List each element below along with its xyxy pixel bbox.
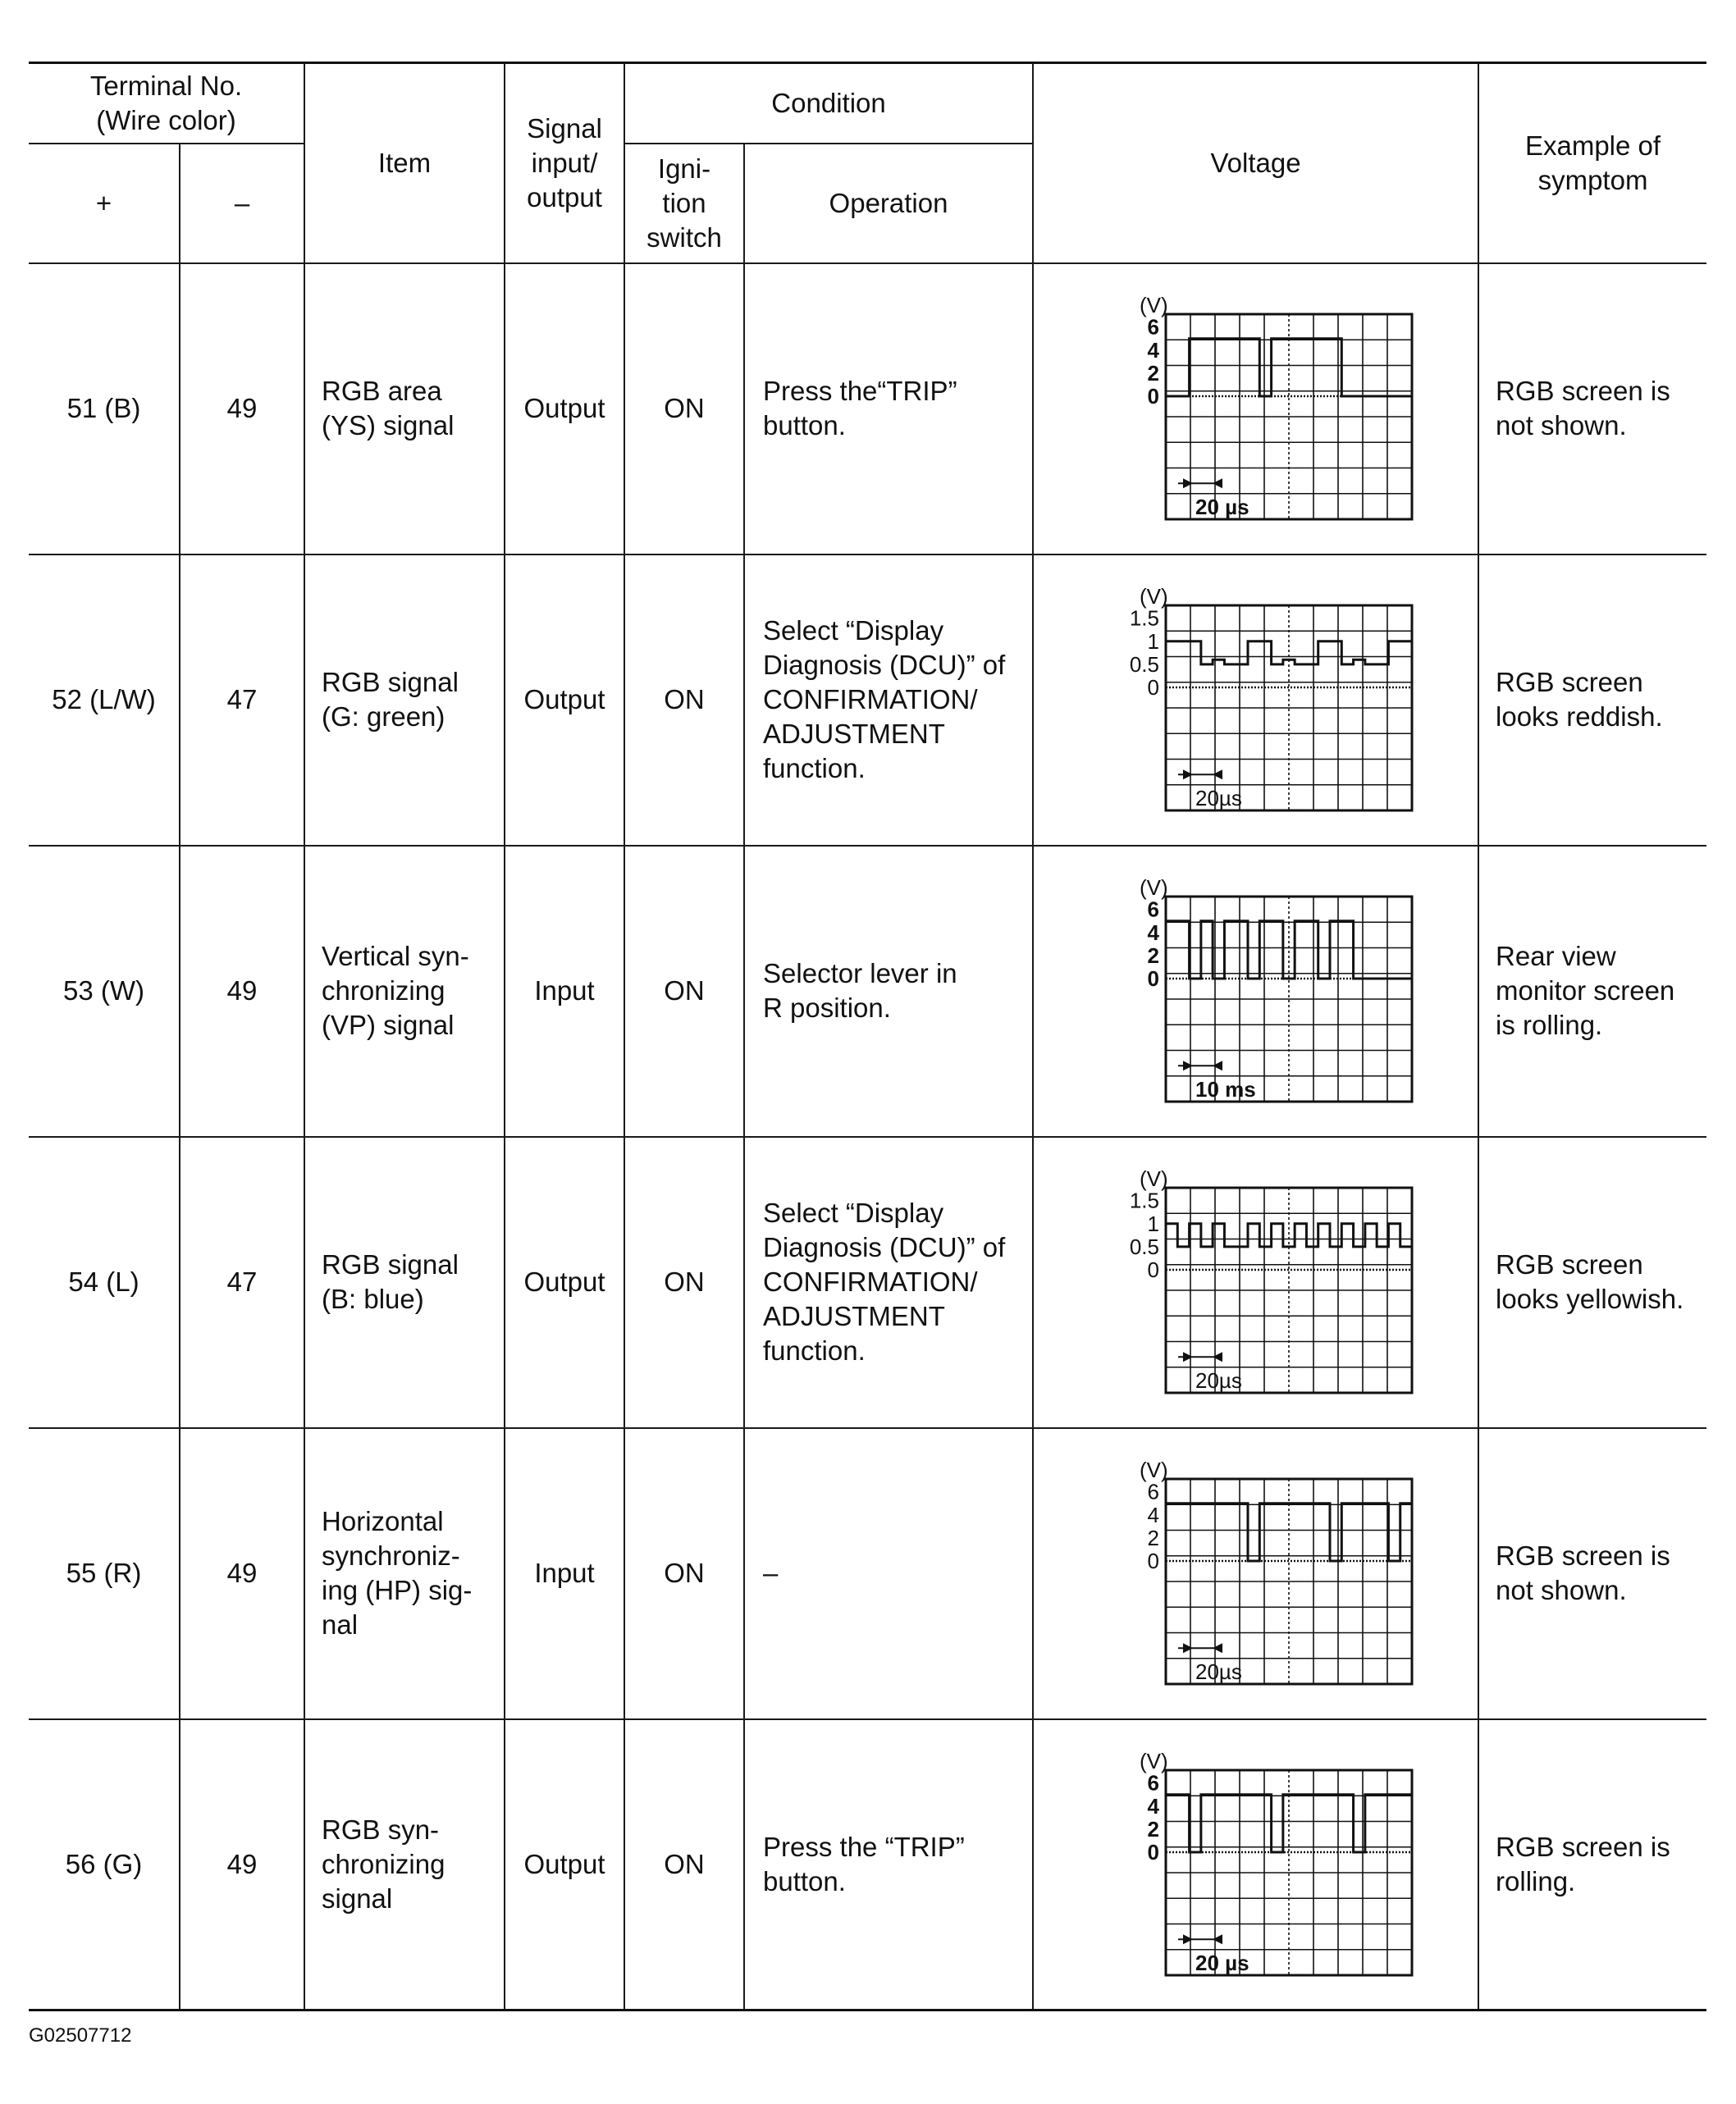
voltage-waveform <box>1033 555 1478 846</box>
y-unit-label: (V) <box>1139 1166 1168 1191</box>
header-operation: Operation <box>744 144 1033 263</box>
y-tick-label: 4 <box>1147 337 1159 363</box>
time-scale-arrowhead <box>1213 1061 1222 1070</box>
table-row <box>29 263 1706 555</box>
table-row <box>29 1137 1706 1428</box>
header-voltage: Voltage <box>1033 63 1478 263</box>
terminal-signal-table <box>29 62 1706 2011</box>
ignition-state: ON <box>624 1428 744 1719</box>
terminal-plus: 51 (B) <box>29 263 180 555</box>
ignition-state: ON <box>624 1719 744 2010</box>
terminal-plus: 56 (G) <box>29 1719 180 2010</box>
signal-direction: Output <box>505 555 624 846</box>
y-tick-label: 0 <box>1147 1257 1159 1282</box>
operation-text: Select “Display Diagnosis (DCU)” of CONFIRMATION/ ADJUSTMENT function. <box>744 1137 1033 1428</box>
time-scale-arrowhead <box>1183 1061 1193 1070</box>
y-tick-label: 6 <box>1147 314 1159 340</box>
symptom-text: RGB screen looks reddish. <box>1478 555 1706 846</box>
time-scale-label: 20µs <box>1195 1659 1242 1684</box>
header-signal: Signal input/ output <box>505 63 624 263</box>
time-scale-arrowhead <box>1183 1643 1193 1653</box>
table-row <box>29 846 1706 1137</box>
voltage-waveform <box>1033 1719 1478 2010</box>
ignition-state: ON <box>624 555 744 846</box>
signal-direction: Output <box>505 1137 624 1428</box>
operation-text: – <box>744 1428 1033 1719</box>
voltage-waveform <box>1033 846 1478 1137</box>
waveform-trace <box>1166 1794 1412 1851</box>
y-tick-label: 0 <box>1147 1549 1159 1573</box>
operation-text: Selector lever in R position. <box>744 846 1033 1137</box>
item-name: RGB area (YS) signal <box>304 263 505 555</box>
oscilloscope-graph <box>1084 290 1428 527</box>
signal-direction: Output <box>505 1719 624 2010</box>
y-tick-label: 0 <box>1147 675 1159 700</box>
table-row <box>29 1428 1706 1719</box>
symptom-text: Rear view monitor screen is rolling. <box>1478 846 1706 1137</box>
ignition-state: ON <box>624 263 744 555</box>
y-tick-label: 0 <box>1147 966 1159 991</box>
item-name: Vertical syn- chronizing (VP) signal <box>304 846 505 1137</box>
waveform-trace <box>1166 339 1412 396</box>
time-scale-arrowhead <box>1183 1352 1193 1362</box>
y-tick-label: 6 <box>1147 1479 1159 1504</box>
voltage-waveform <box>1033 1137 1478 1428</box>
y-tick-label: 1 <box>1147 1211 1159 1236</box>
table-row <box>29 555 1706 846</box>
header-terminal: Terminal No. (Wire color) <box>29 63 304 144</box>
symptom-text: RGB screen is rolling. <box>1478 1719 1706 2010</box>
oscilloscope-graph <box>1084 1454 1428 1692</box>
item-name: Horizontal synchroniz- ing (HP) sig- nal <box>304 1428 505 1719</box>
time-scale-label: 20µs <box>1195 1367 1242 1393</box>
table-row <box>29 1719 1706 2010</box>
y-tick-label: 2 <box>1147 360 1159 386</box>
y-unit-label: (V) <box>1139 1748 1168 1773</box>
y-tick-label: 0.5 <box>1129 1234 1159 1259</box>
symptom-text: RGB screen is not shown. <box>1478 1428 1706 1719</box>
y-tick-label: 1.5 <box>1129 605 1159 631</box>
time-scale-arrowhead <box>1183 478 1193 488</box>
terminal-minus: 49 <box>180 1428 304 1719</box>
signal-direction: Output <box>505 263 624 555</box>
y-unit-label: (V) <box>1139 584 1168 609</box>
y-tick-label: 6 <box>1147 897 1159 922</box>
y-tick-label: 4 <box>1147 1502 1159 1527</box>
terminal-minus: 49 <box>180 1719 304 2010</box>
terminal-plus: 55 (R) <box>29 1428 180 1719</box>
y-tick-label: 4 <box>1147 920 1159 945</box>
header-ignition: Igni- tion switch <box>624 144 744 263</box>
terminal-minus: 49 <box>180 263 304 555</box>
operation-text: Press the “TRIP” button. <box>744 1719 1033 2010</box>
operation-text: Press the“TRIP” button. <box>744 263 1033 555</box>
time-scale-arrowhead <box>1183 1934 1193 1944</box>
y-tick-label: 2 <box>1147 1525 1159 1550</box>
header-item: Item <box>304 63 505 263</box>
terminal-plus: 52 (L/W) <box>29 555 180 846</box>
signal-direction: Input <box>505 1428 624 1719</box>
waveform-trace <box>1166 921 1412 979</box>
time-scale-arrowhead <box>1213 1352 1222 1362</box>
time-scale-label: 20µs <box>1195 785 1242 810</box>
time-scale-arrowhead <box>1213 769 1222 779</box>
header-minus: – <box>180 144 304 263</box>
oscilloscope-graph <box>1084 1746 1428 1983</box>
header-plus: + <box>29 144 180 263</box>
time-scale-label: 20 µs <box>1195 1950 1249 1975</box>
y-tick-label: 6 <box>1147 1770 1159 1796</box>
voltage-waveform <box>1033 263 1478 555</box>
time-scale-arrowhead <box>1213 1934 1222 1944</box>
waveform-trace <box>1166 1504 1412 1561</box>
item-name: RGB signal (B: blue) <box>304 1137 505 1428</box>
time-scale-label: 20 µs <box>1195 494 1249 519</box>
oscilloscope-graph <box>1084 581 1428 819</box>
y-tick-label: 2 <box>1147 1816 1159 1842</box>
terminal-plus: 53 (W) <box>29 846 180 1137</box>
y-unit-label: (V) <box>1139 293 1168 317</box>
terminal-minus: 47 <box>180 555 304 846</box>
y-tick-label: 1 <box>1147 628 1159 654</box>
y-tick-label: 4 <box>1147 1793 1159 1819</box>
operation-text: Select “Display Diagnosis (DCU)” of CONFIRMATION/ ADJUSTMENT function. <box>744 555 1033 846</box>
header-row-top <box>29 63 1706 144</box>
y-tick-label: 0 <box>1147 1839 1159 1864</box>
header-symptom: Example of symptom <box>1478 63 1706 263</box>
oscilloscope-graph <box>1084 872 1428 1110</box>
item-name: RGB syn- chronizing signal <box>304 1719 505 2010</box>
terminal-minus: 49 <box>180 846 304 1137</box>
terminal-plus: 54 (L) <box>29 1137 180 1428</box>
header-condition: Condition <box>624 63 1033 144</box>
ignition-state: ON <box>624 1137 744 1428</box>
terminal-minus: 47 <box>180 1137 304 1428</box>
item-name: RGB signal (G: green) <box>304 555 505 846</box>
figure-code: G02507712 <box>29 2024 132 2047</box>
time-scale-arrowhead <box>1183 769 1193 779</box>
y-tick-label: 0 <box>1147 384 1159 408</box>
time-scale-label: 10 ms <box>1195 1076 1256 1102</box>
y-unit-label: (V) <box>1139 1458 1168 1482</box>
waveform-trace <box>1166 641 1412 664</box>
symptom-text: RGB screen is not shown. <box>1478 263 1706 555</box>
y-tick-label: 1.5 <box>1129 1188 1159 1213</box>
voltage-waveform <box>1033 1428 1478 1719</box>
y-tick-label: 2 <box>1147 942 1159 968</box>
y-unit-label: (V) <box>1139 875 1168 900</box>
oscilloscope-graph <box>1084 1163 1428 1401</box>
time-scale-arrowhead <box>1213 1643 1222 1653</box>
time-scale-arrowhead <box>1213 478 1222 488</box>
symptom-text: RGB screen looks yellowish. <box>1478 1137 1706 1428</box>
y-tick-label: 0.5 <box>1129 651 1159 677</box>
signal-direction: Input <box>505 846 624 1137</box>
ignition-state: ON <box>624 846 744 1137</box>
